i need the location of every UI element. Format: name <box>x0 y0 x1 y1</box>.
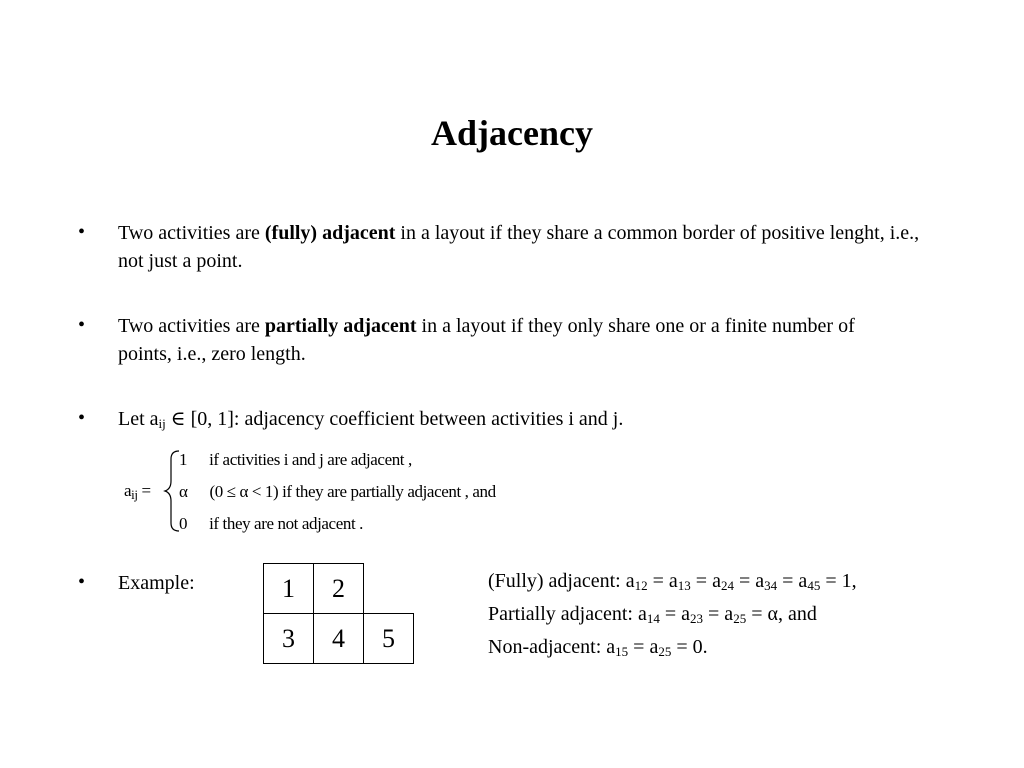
grid-cell-3: 3 <box>263 613 314 664</box>
coefficient-separator: = <box>703 603 725 625</box>
grid-cell-1: 1 <box>263 563 314 614</box>
coefficient-base: a <box>625 570 635 592</box>
coefficient-separator: = <box>628 636 650 658</box>
grid-cell-4: 4 <box>313 613 364 664</box>
coefficient-base: a <box>606 636 616 658</box>
fully-adjacent-line <box>488 570 857 593</box>
bullet-text: Two activities are <box>118 222 265 244</box>
bullet-marker: • <box>78 314 86 336</box>
non-adjacent-line <box>488 636 708 659</box>
coefficient-base: a <box>668 570 678 592</box>
bullet-coefficient-definition <box>118 405 918 433</box>
coefficient-separator: = <box>659 603 682 625</box>
non-values <box>606 636 707 658</box>
coefficient-subscript: 13 <box>677 578 691 593</box>
coefficient-subscript: 14 <box>646 611 660 626</box>
row-value: 1 <box>179 450 188 469</box>
row-value: α <box>179 482 188 501</box>
coefficient-base: a <box>649 636 659 658</box>
bullet-text: in a layout if they only share one or a finite number of points, i.e., zero length. <box>118 315 855 365</box>
coefficient-subscript: 15 <box>615 644 629 659</box>
coefficient-separator: = 0. <box>671 636 708 658</box>
coefficient-base: a <box>755 570 765 592</box>
subscript: ij <box>158 416 166 431</box>
lhs-base: a <box>124 481 132 500</box>
coefficient-separator: = α, and <box>746 603 817 625</box>
row-condition: (0 ≤ α < 1) if they are partially adjacent , and <box>209 482 496 501</box>
row-condition: if they are not adjacent . <box>209 514 363 533</box>
coefficient-separator: = <box>733 570 756 592</box>
line-label: (Fully) adjacent: <box>488 570 626 592</box>
slide-title: Adjacency <box>431 113 593 153</box>
bullet-text: Let a <box>118 408 159 430</box>
formula-lhs <box>124 481 151 501</box>
coefficient-subscript: 25 <box>658 644 672 659</box>
row-condition: if activities i and j are adjacent , <box>209 450 412 469</box>
bullet-partially-adjacent <box>118 312 898 368</box>
row-value: 0 <box>179 514 188 533</box>
coefficient-subscript: 25 <box>733 611 747 626</box>
bullet-marker: • <box>78 407 86 429</box>
coefficient-base: a <box>798 570 808 592</box>
bullet-text: Two activities are <box>118 315 265 337</box>
coefficient-separator: = 1, <box>820 570 857 592</box>
bold-term: (fully) adjacent <box>264 222 396 244</box>
coefficient-subscript: 45 <box>807 578 821 593</box>
bullet-text: ∈ [0, 1]: adjacency coefficient between activities i and j. <box>165 408 624 430</box>
bullet-marker: • <box>78 571 86 593</box>
coefficient-subscript: 12 <box>634 578 648 593</box>
coefficient-separator: = <box>777 570 799 592</box>
lhs-equals: = <box>137 481 151 500</box>
partial-values <box>638 603 817 625</box>
formula-row-3 <box>179 514 363 534</box>
coefficient-subscript: 24 <box>720 578 734 593</box>
coefficient-separator: = <box>690 570 713 592</box>
line-label: Partially adjacent: <box>488 603 638 625</box>
coefficient-base: a <box>681 603 691 625</box>
bullet-marker: • <box>78 221 86 243</box>
coefficient-separator: = <box>647 570 669 592</box>
grid-cell-2: 2 <box>313 563 364 614</box>
fully-values <box>626 570 857 592</box>
bullet-example: Example: <box>118 572 195 594</box>
coefficient-base: a <box>637 603 647 625</box>
coefficient-subscript: 34 <box>764 578 778 593</box>
formula-row-2 <box>179 482 496 502</box>
bullet-fully-adjacent <box>118 219 948 275</box>
lhs-subscript: ij <box>131 487 138 502</box>
formula-row-1 <box>179 450 412 470</box>
line-label: Non-adjacent: <box>488 636 607 658</box>
brace-path <box>165 451 179 531</box>
bold-term: partially adjacent <box>264 315 417 337</box>
partially-adjacent-line <box>488 603 817 626</box>
coefficient-base: a <box>724 603 734 625</box>
coefficient-subscript: 23 <box>690 611 704 626</box>
grid-cell-5: 5 <box>363 613 414 664</box>
coefficient-base: a <box>712 570 721 592</box>
bullet-text: in a layout if they share a common border of positive lenght, i.e., not just a point. <box>118 222 920 272</box>
